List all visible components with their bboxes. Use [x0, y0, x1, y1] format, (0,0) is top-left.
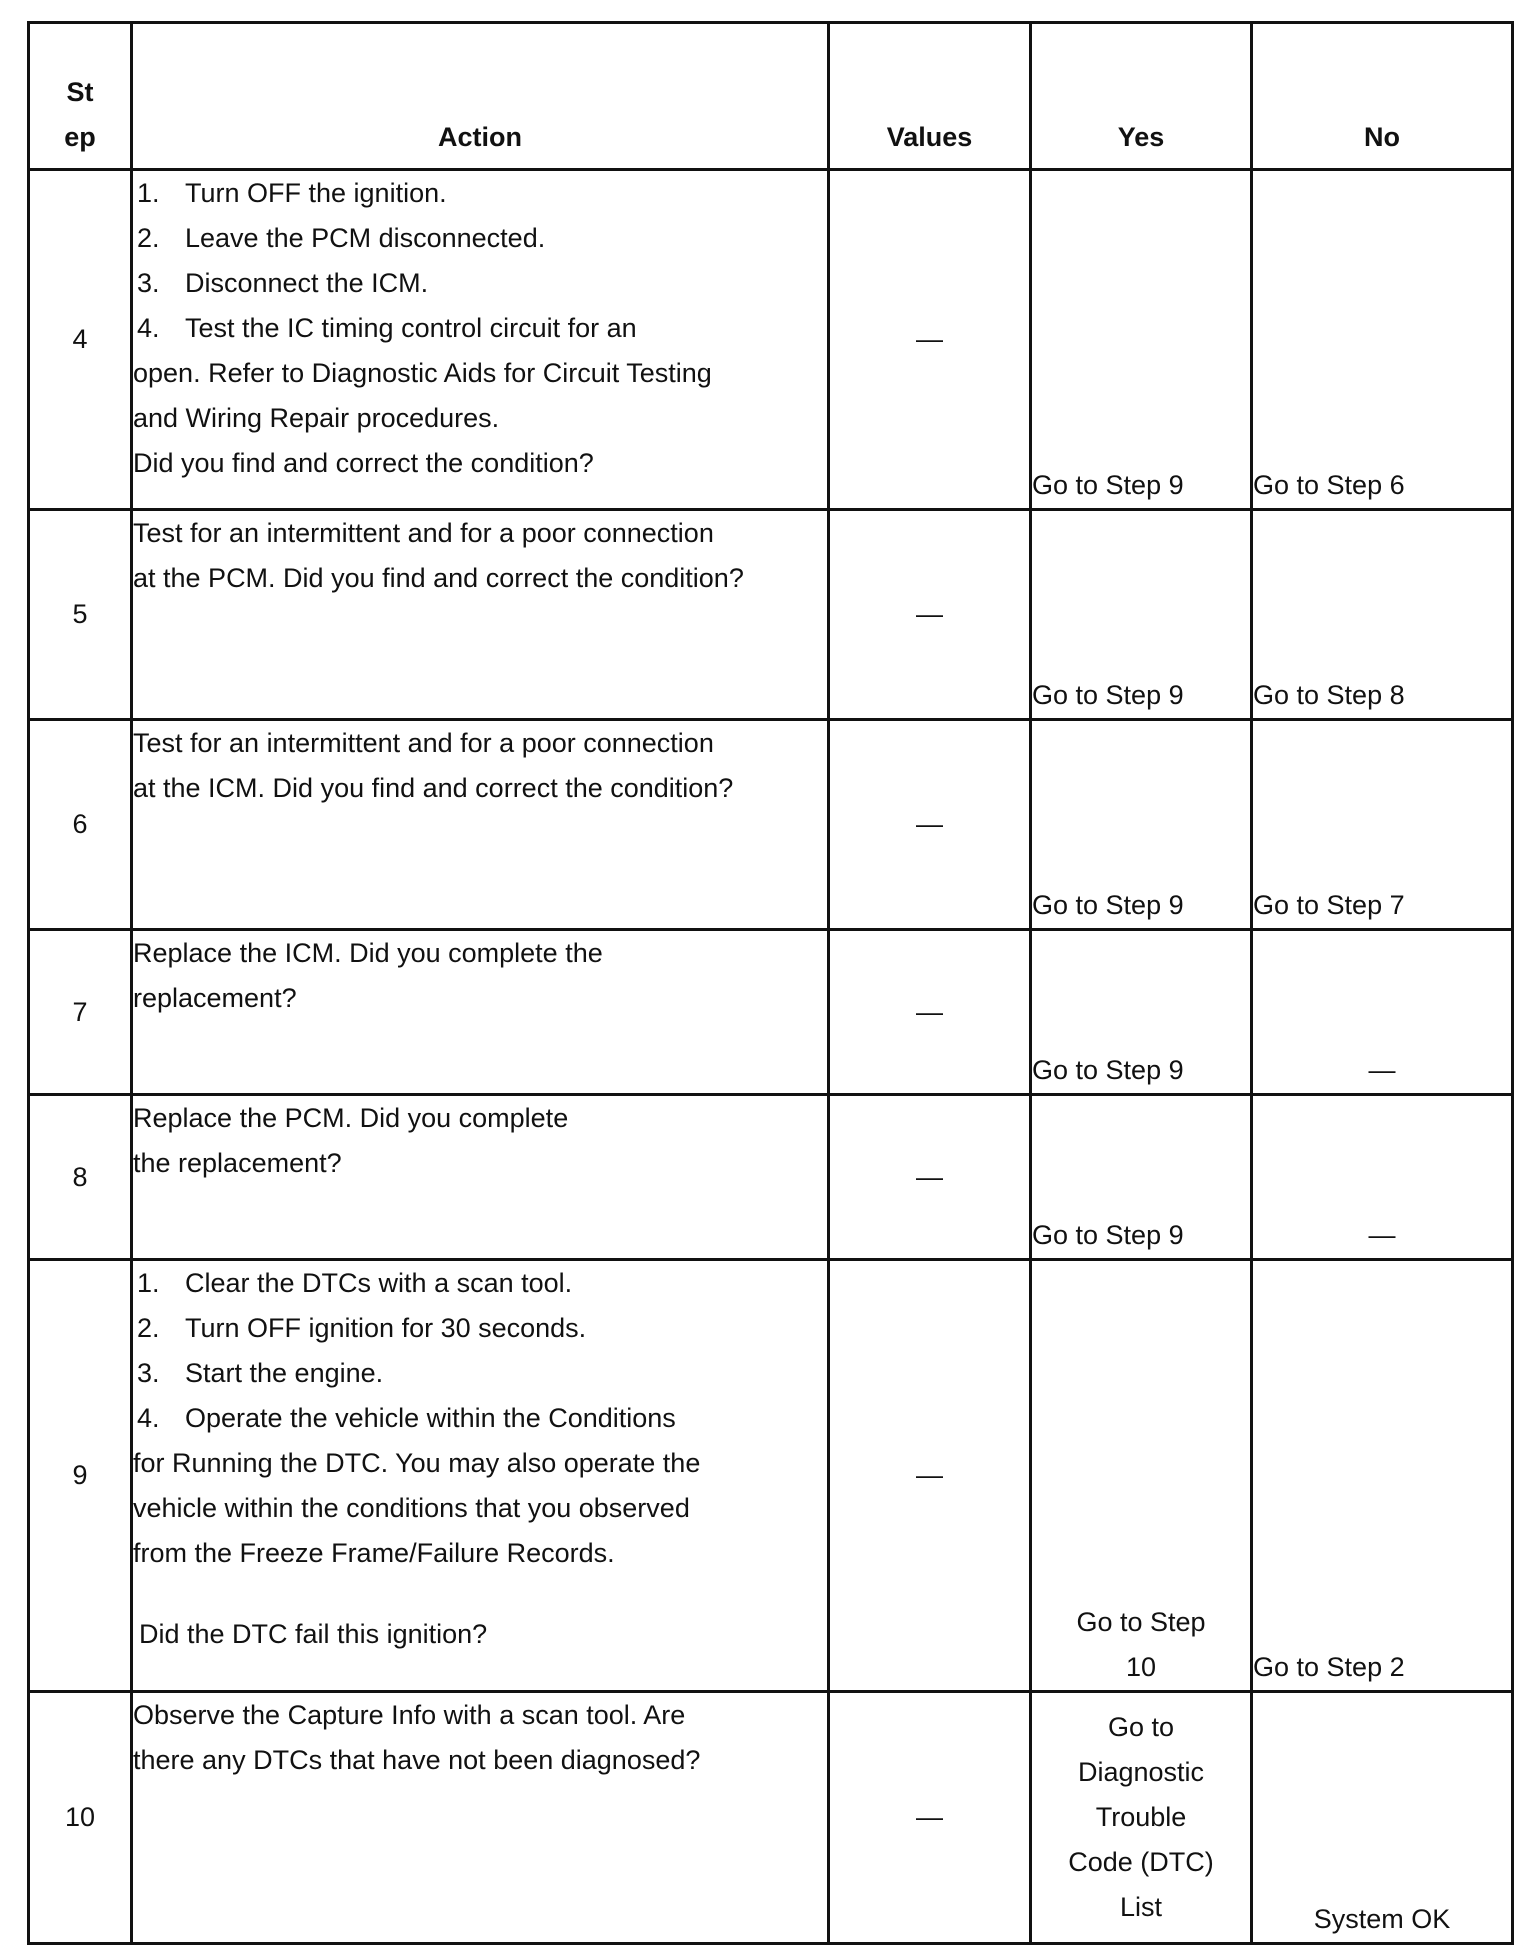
no-cell: Go to Step 2 — [1252, 1260, 1513, 1692]
action-line — [133, 1306, 827, 1351]
yes-line: Go to — [1107, 1712, 1175, 1742]
action-line: Replace the ICM. Did you complete the — [133, 938, 603, 968]
yes-line: 10 — [1125, 1652, 1157, 1682]
table-row — [29, 1095, 1513, 1260]
action-line — [133, 306, 827, 351]
step-number: 7 — [29, 930, 132, 1095]
table-row — [29, 930, 1513, 1095]
step-text: Turn OFF ignition for 30 seconds. — [185, 1313, 587, 1343]
values-cell: — — [829, 510, 1031, 720]
action-line: Replace the PCM. Did you complete — [133, 1103, 569, 1133]
values-cell: — — [829, 1692, 1031, 1944]
step-text: Leave the PCM disconnected. — [185, 223, 546, 253]
yes-cell — [1031, 1692, 1252, 1944]
action-line: there any DTCs that have not been diagnosed? — [133, 1745, 701, 1775]
step-text: Start the engine. — [185, 1358, 384, 1388]
no-header: No — [1252, 23, 1513, 170]
action-line: for Running the DTC. You may also operate the — [133, 1448, 701, 1478]
action-line: the replacement? — [133, 1148, 342, 1178]
no-cell: System OK — [1252, 1692, 1513, 1944]
table-row — [29, 720, 1513, 930]
step-num: 1. — [137, 1268, 160, 1298]
action-line — [133, 261, 827, 306]
table-row — [29, 1692, 1513, 1944]
action-line — [133, 171, 827, 216]
step-num: 2. — [137, 223, 160, 253]
yes-cell: Go to Step 9 — [1031, 930, 1252, 1095]
yes-cell — [1031, 1260, 1252, 1692]
action-line: vehicle within the conditions that you observed — [133, 1493, 690, 1523]
action-cell — [132, 1692, 829, 1944]
table-row — [29, 1260, 1513, 1692]
action-cell — [132, 170, 829, 510]
yes-line: List — [1119, 1892, 1163, 1922]
step-number: 8 — [29, 1095, 132, 1260]
yes-cell: Go to Step 9 — [1031, 1095, 1252, 1260]
step-text: Disconnect the ICM. — [185, 268, 429, 298]
action-cell — [132, 1260, 829, 1692]
yes-cell: Go to Step 9 — [1031, 170, 1252, 510]
no-cell: Go to Step 6 — [1252, 170, 1513, 510]
step-text: Test the IC timing control circuit for an — [185, 313, 637, 343]
action-line — [133, 1261, 827, 1306]
action-line: at the ICM. Did you find and correct the condition? — [133, 773, 734, 803]
step-header-line-1: St — [66, 77, 94, 107]
step-num: 1. — [137, 178, 160, 208]
step-num: 4. — [137, 313, 160, 343]
action-line: open. Refer to Diagnostic Aids for Circuit Testing — [133, 358, 712, 388]
step-number: 10 — [29, 1692, 132, 1944]
yes-line: Diagnostic — [1077, 1757, 1205, 1787]
action-line: Test for an intermittent and for a poor connection — [133, 518, 714, 548]
step-num: 3. — [137, 268, 160, 298]
values-cell: — — [829, 1260, 1031, 1692]
no-cell: — — [1252, 930, 1513, 1095]
step-num: 4. — [137, 1403, 160, 1433]
action-line — [133, 1351, 827, 1396]
step-text: Turn OFF the ignition. — [185, 178, 447, 208]
no-cell: — — [1252, 1095, 1513, 1260]
action-line: Test for an intermittent and for a poor connection — [133, 728, 714, 758]
yes-line: Go to Step — [1076, 1607, 1206, 1637]
action-line: and Wiring Repair procedures. — [133, 403, 500, 433]
step-num: 3. — [137, 1358, 160, 1388]
step-text: Clear the DTCs with a scan tool. — [185, 1268, 573, 1298]
action-line: from the Freeze Frame/Failure Records. — [133, 1538, 615, 1568]
action-line — [133, 216, 827, 261]
action-cell — [132, 510, 829, 720]
action-line: at the PCM. Did you find and correct the condition? — [133, 563, 744, 593]
action-cell — [132, 930, 829, 1095]
values-cell: — — [829, 170, 1031, 510]
step-num: 2. — [137, 1313, 160, 1343]
yes-cell: Go to Step 9 — [1031, 510, 1252, 720]
yes-line: Code (DTC) — [1068, 1847, 1214, 1877]
action-header: Action — [132, 23, 829, 170]
step-header-line-2: ep — [64, 122, 96, 152]
yes-line: Trouble — [1095, 1802, 1187, 1832]
action-question: Did the DTC fail this ignition? — [139, 1619, 488, 1649]
yes-header: Yes — [1031, 23, 1252, 170]
step-header — [29, 23, 132, 170]
action-question: Did you find and correct the condition? — [133, 448, 594, 478]
step-number: 6 — [29, 720, 132, 930]
step-number: 9 — [29, 1260, 132, 1692]
table-row — [29, 510, 1513, 720]
values-cell: — — [829, 1095, 1031, 1260]
action-line — [133, 1396, 827, 1441]
spacer — [133, 1576, 827, 1612]
values-cell: — — [829, 720, 1031, 930]
header-row — [29, 23, 1513, 170]
action-line: Observe the Capture Info with a scan tool. Are — [133, 1700, 686, 1730]
values-cell: — — [829, 930, 1031, 1095]
diagnostic-table — [27, 21, 1514, 1945]
step-number: 4 — [29, 170, 132, 510]
table-row — [29, 170, 1513, 510]
action-cell — [132, 720, 829, 930]
action-line: replacement? — [133, 983, 297, 1013]
no-cell: Go to Step 8 — [1252, 510, 1513, 720]
no-cell: Go to Step 7 — [1252, 720, 1513, 930]
action-cell — [132, 1095, 829, 1260]
step-number: 5 — [29, 510, 132, 720]
yes-cell: Go to Step 9 — [1031, 720, 1252, 930]
step-text: Operate the vehicle within the Conditions — [185, 1403, 676, 1433]
values-header: Values — [829, 23, 1031, 170]
